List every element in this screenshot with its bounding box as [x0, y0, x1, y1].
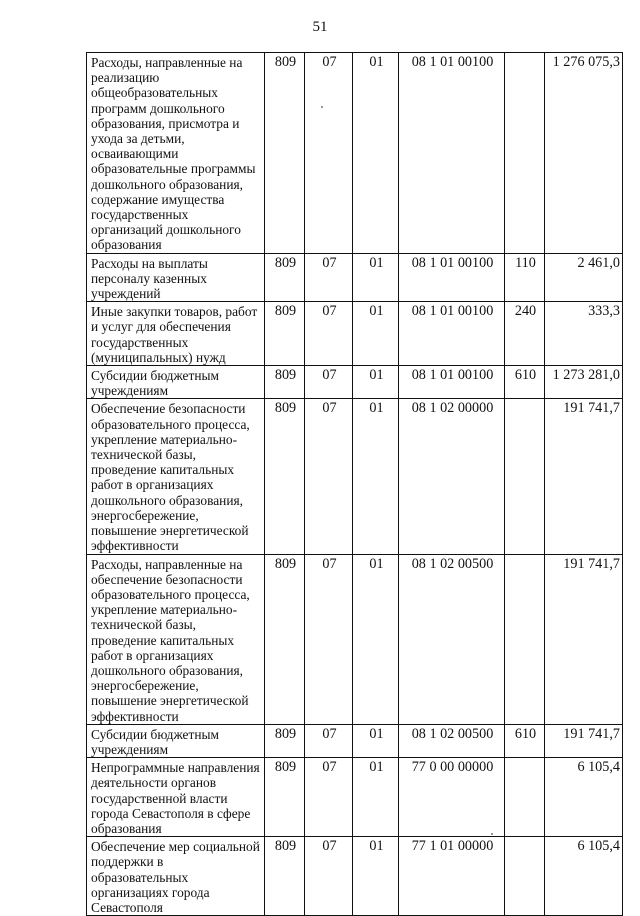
row-description: Иные закупки товаров, работ и услуг для обеспечения государственных (муниципальных) нужд: [87, 302, 265, 366]
amount-value: 2 461,0: [545, 253, 623, 302]
target-article-code: 08 1 01 00100: [399, 366, 505, 399]
table-row: [87, 53, 623, 254]
target-article-code: 08 1 02 00500: [399, 554, 505, 724]
row-description: Субсидии бюджетным учреждениям: [87, 724, 265, 757]
section-code: 07: [305, 302, 353, 366]
target-article-code: 08 1 01 00100: [399, 53, 505, 254]
expense-type-code: 110: [505, 253, 545, 302]
expense-type-code: 240: [505, 302, 545, 366]
target-article-code: 08 1 01 00100: [399, 302, 505, 366]
expense-type-code: [505, 837, 545, 916]
ministry-code: 809: [265, 253, 305, 302]
amount-value: 333,3: [545, 302, 623, 366]
expense-type-code: [505, 758, 545, 837]
page-number: 51: [312, 19, 328, 35]
section-code: 07: [305, 253, 353, 302]
scan-speck: [491, 833, 493, 835]
expense-type-code: 610: [505, 366, 545, 399]
table-row: [87, 554, 623, 724]
expense-type-code: [505, 399, 545, 554]
target-article-code: 77 1 01 00000: [399, 837, 505, 916]
ministry-code: 809: [265, 53, 305, 254]
subsection-code: 01: [353, 53, 399, 254]
subsection-code: 01: [353, 554, 399, 724]
subsection-code: 01: [353, 302, 399, 366]
subsection-code: 01: [353, 366, 399, 399]
amount-value: 1 276 075,3: [545, 53, 623, 254]
ministry-code: 809: [265, 399, 305, 554]
amount-value: 6 105,4: [545, 837, 623, 916]
section-code: 07: [305, 399, 353, 554]
row-description: Расходы, направленные на обеспечение безопасности образовательного процесса, укрепление материально-технической базы, проведение капитальных работ в организациях дошкольного образования, энергосбережение, повышение энергетической эффективности: [87, 554, 265, 724]
amount-value: 1 273 281,0: [545, 366, 623, 399]
table-row: [87, 302, 623, 366]
target-article-code: 08 1 01 00100: [399, 253, 505, 302]
table-row: [87, 366, 623, 399]
row-description: Обеспечение мер социальной поддержки в образовательных организациях города Севастополя: [87, 837, 265, 916]
target-article-code: 08 1 02 00000: [399, 399, 505, 554]
budget-table: [86, 52, 623, 916]
section-code: 07: [305, 366, 353, 399]
table-row: [87, 724, 623, 757]
amount-value: 6 105,4: [545, 758, 623, 837]
amount-value: 191 741,7: [545, 724, 623, 757]
ministry-code: 809: [265, 366, 305, 399]
subsection-code: 01: [353, 837, 399, 916]
ministry-code: 809: [265, 302, 305, 366]
expense-type-code: [505, 554, 545, 724]
amount-value: 191 741,7: [545, 554, 623, 724]
ministry-code: 809: [265, 758, 305, 837]
ministry-code: 809: [265, 837, 305, 916]
subsection-code: 01: [353, 253, 399, 302]
row-description: Субсидии бюджетным учреждениям: [87, 366, 265, 399]
table-row: [87, 758, 623, 837]
section-code: 07: [305, 837, 353, 916]
subsection-code: 01: [353, 399, 399, 554]
ministry-code: 809: [265, 554, 305, 724]
section-code: 07: [305, 53, 353, 254]
row-description: Непрограммные направления деятельности органов государственной власти города Севастополя в сфере образования: [87, 758, 265, 837]
target-article-code: 08 1 02 00500: [399, 724, 505, 757]
scan-speck: [321, 106, 323, 108]
row-description: Обеспечение безопасности образовательного процесса, укрепление материально-технической базы, проведение капитальных работ в организациях дошкольного образования, энергосбережение, повышение энергетической эффективности: [87, 399, 265, 554]
row-description: Расходы, направленные на реализацию общеобразовательных программ дошкольного образования, присмотра и ухода за детьми, осваивающими образовательные программы дошкольного образования, содержание имущества государственных организаций дошкольного образования: [87, 53, 265, 254]
table-row: [87, 253, 623, 302]
section-code: 07: [305, 724, 353, 757]
table-row: [87, 399, 623, 554]
ministry-code: 809: [265, 724, 305, 757]
table-row: [87, 837, 623, 916]
expense-type-code: [505, 53, 545, 254]
subsection-code: 01: [353, 758, 399, 837]
target-article-code: 77 0 00 00000: [399, 758, 505, 837]
amount-value: 191 741,7: [545, 399, 623, 554]
section-code: 07: [305, 554, 353, 724]
subsection-code: 01: [353, 724, 399, 757]
row-description: Расходы на выплаты персоналу казенных учреждений: [87, 253, 265, 302]
section-code: 07: [305, 758, 353, 837]
expense-type-code: 610: [505, 724, 545, 757]
